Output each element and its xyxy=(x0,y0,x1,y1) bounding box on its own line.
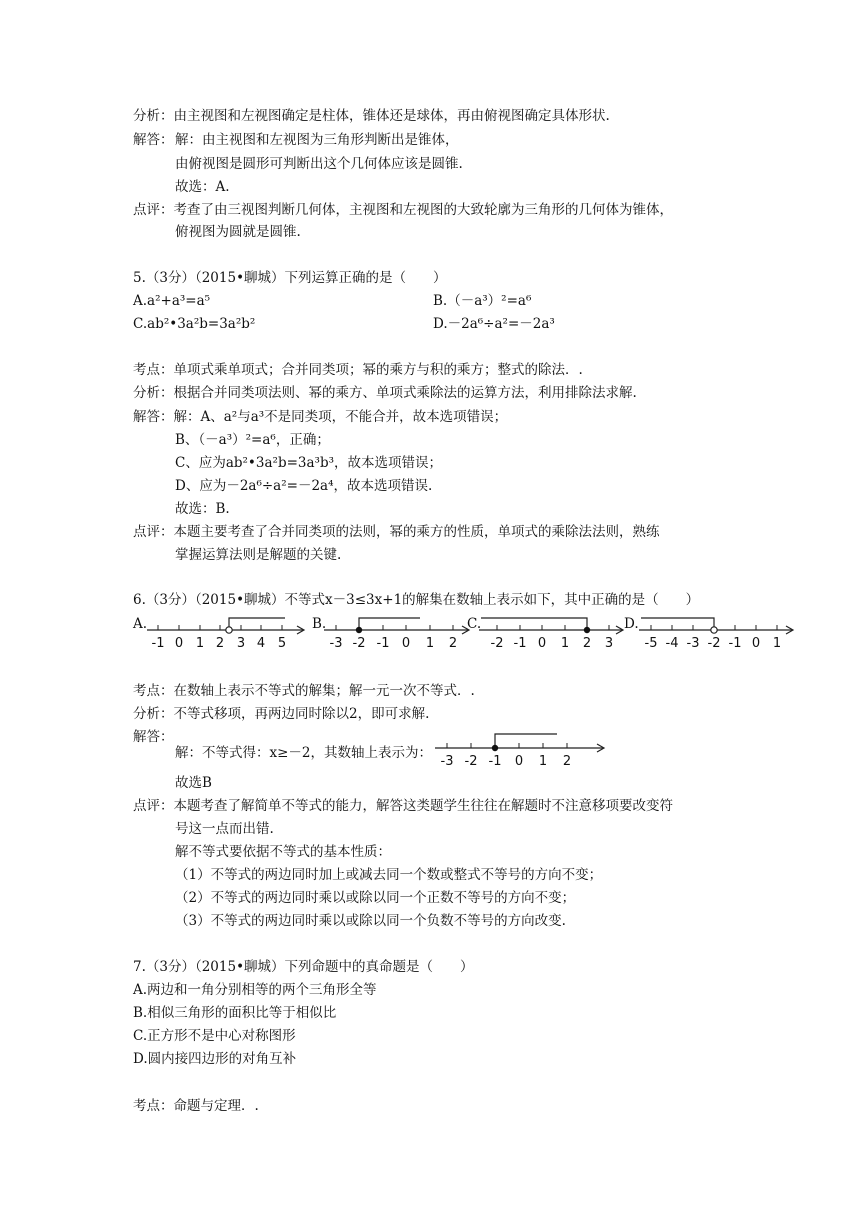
svg-text:1: 1 xyxy=(538,754,548,769)
q7-stem: 7.（3分）（2015•聊城）下列命题中的真命题是（ ） xyxy=(133,959,474,975)
q6-option-c-number-line xyxy=(477,612,627,652)
q6-comment-line6: （3）不等式的两边同时乘以或除以同一个负数不等号的方向改变. xyxy=(175,913,566,929)
q7-option-a: A.两边和一角分别相等的两个三角形全等 xyxy=(133,982,377,998)
q5-option-d: D.－2a⁶÷a²=－2a³ xyxy=(433,316,555,332)
q5-option-c: C.ab²•3a²b=3a²b² xyxy=(133,316,256,332)
svg-text:-1: -1 xyxy=(513,636,527,651)
svg-text:-1: -1 xyxy=(151,636,165,651)
svg-text:2: 2 xyxy=(582,636,592,651)
svg-text:0: 0 xyxy=(174,636,184,651)
q5-answer-d: D、应为－2a⁶÷a²=－2a⁴，故本选项错误. xyxy=(175,478,433,494)
svg-text:5: 5 xyxy=(277,636,287,651)
q6-comment-line3: 解不等式要依据不等式的基本性质： xyxy=(175,844,391,860)
svg-text:-2: -2 xyxy=(352,636,366,651)
q7-kaodian: 考点：命题与定理．. xyxy=(133,1098,259,1114)
q6-stem: 6.（3分）（2015•聊城）不等式x－3≤3x+1的解集在数轴上表示如下，其中正确的是（ ） xyxy=(133,592,700,608)
closed-point-icon xyxy=(584,627,590,633)
q6-option-b-label: B. xyxy=(312,616,327,632)
q6-answer-final: 故选B xyxy=(175,775,212,791)
closed-point-icon xyxy=(356,627,362,633)
q7-option-c: C.正方形不是中心对称图形 xyxy=(133,1028,296,1044)
svg-text:1: 1 xyxy=(560,636,570,651)
svg-text:-5: -5 xyxy=(644,636,658,651)
q4-answer-line3: 故选：A. xyxy=(175,179,230,195)
q5-answer-final: 故选：B. xyxy=(175,501,230,517)
q4-answer-line2: 由俯视图是圆形可判断出这个几何体应该是圆锥. xyxy=(175,156,463,172)
q6-comment-line5: （2）不等式的两边同时乘以或除以同一个正数不等号的方向不变； xyxy=(175,890,576,906)
q6-option-a-label: A. xyxy=(133,616,148,632)
q5-option-a: A.a²+a³=a⁵ xyxy=(133,293,211,309)
q5-option-b: B.（－a³）²=a⁶ xyxy=(433,293,532,309)
q7-option-d: D.圆内接四边形的对角互补 xyxy=(133,1051,297,1067)
q4-answer-line1: 解：由主视图和左视图为三角形判断出是锥体， xyxy=(175,132,459,148)
q6-comment-line2: 号这一点而出错. xyxy=(175,821,274,837)
q6-comment-line1: 点评：本题考查了解简单不等式的能力，解答这类题学生往往在解题时不注意移项要改变符 xyxy=(133,798,673,814)
q6-answer-label: 解答： xyxy=(133,729,174,745)
svg-text:2: 2 xyxy=(562,754,572,769)
q6-analysis: 分析：不等式移项，再两边同时除以2，即可求解. xyxy=(133,706,430,722)
svg-text:2: 2 xyxy=(215,636,225,651)
q4-answer-label: 解答： xyxy=(133,132,174,148)
svg-text:2: 2 xyxy=(448,636,458,651)
open-point-icon xyxy=(711,627,717,633)
svg-text:-4: -4 xyxy=(665,636,679,651)
svg-text:1: 1 xyxy=(195,636,205,651)
q6-option-a-number-line xyxy=(145,612,310,652)
q4-analysis: 分析：由主视图和左视图确定是柱体，锥体还是球体，再由俯视图确定具体形状. xyxy=(133,108,610,124)
q6-option-d-number-line xyxy=(637,612,797,652)
svg-text:-3: -3 xyxy=(329,636,343,651)
q6-option-d-label: D. xyxy=(624,616,639,632)
svg-text:0: 0 xyxy=(537,636,547,651)
q5-analysis: 分析：根据合并同类项法则、幂的乘方、单项式乘除法的运算方法，利用排除法求解. xyxy=(133,385,637,401)
q5-stem: 5.（3分）（2015•聊城）下列运算正确的是（ ） xyxy=(133,270,447,286)
q6-answer-number-line xyxy=(433,730,608,770)
svg-text:0: 0 xyxy=(514,754,524,769)
svg-text:-2: -2 xyxy=(464,754,478,769)
q5-answer-b: B、（－a³）²=a⁶，正确； xyxy=(175,432,330,448)
q5-comment-line1: 点评：本题主要考查了合并同类项的法则，幂的乘方的性质，单项式的乘除法法则，熟练 xyxy=(133,524,660,540)
q6-option-b-number-line xyxy=(322,612,472,652)
closed-point-icon xyxy=(492,745,498,751)
svg-text:3: 3 xyxy=(236,636,246,651)
svg-text:-1: -1 xyxy=(376,636,390,651)
svg-text:1: 1 xyxy=(772,636,782,651)
q6-option-c-label: C. xyxy=(467,616,482,632)
svg-text:3: 3 xyxy=(604,636,614,651)
open-point-icon xyxy=(226,627,232,633)
q6-answer-line1: 解：不等式得：x≥－2，其数轴上表示为： xyxy=(175,745,433,761)
svg-text:-1: -1 xyxy=(488,754,502,769)
svg-text:-1: -1 xyxy=(728,636,742,651)
q4-comment-line2: 俯视图为圆就是圆锥. xyxy=(175,224,301,240)
svg-text:0: 0 xyxy=(401,636,411,651)
q5-answer-a: 解答：解：A、a²与a³不是同类项，不能合并，故本选项错误； xyxy=(133,409,508,425)
q5-answer-c: C、应为ab²•3a²b=3a³b³，故本选项错误； xyxy=(175,455,443,471)
svg-text:-3: -3 xyxy=(440,754,454,769)
q7-option-b: B.相似三角形的面积比等于相似比 xyxy=(133,1005,337,1021)
svg-text:-2: -2 xyxy=(707,636,721,651)
q5-kaodian: 考点：单项式乘单项式；合并同类项；幂的乘方与积的乘方；整式的除法．. xyxy=(133,362,583,378)
svg-text:4: 4 xyxy=(256,636,266,651)
q6-kaodian: 考点：在数轴上表示不等式的解集；解一元一次不等式．. xyxy=(133,683,475,699)
q6-comment-line4: （1）不等式的两边同时加上或减去同一个数或整式不等号的方向不变； xyxy=(175,867,603,883)
svg-text:1: 1 xyxy=(425,636,435,651)
svg-text:0: 0 xyxy=(751,636,761,651)
svg-text:-2: -2 xyxy=(490,636,504,651)
q5-comment-line2: 掌握运算法则是解题的关键. xyxy=(175,547,342,563)
svg-text:-3: -3 xyxy=(686,636,700,651)
q4-comment-line1: 点评：考查了由三视图判断几何体，主视图和左视图的大致轮廓为三角形的几何体为锥体， xyxy=(133,202,673,218)
